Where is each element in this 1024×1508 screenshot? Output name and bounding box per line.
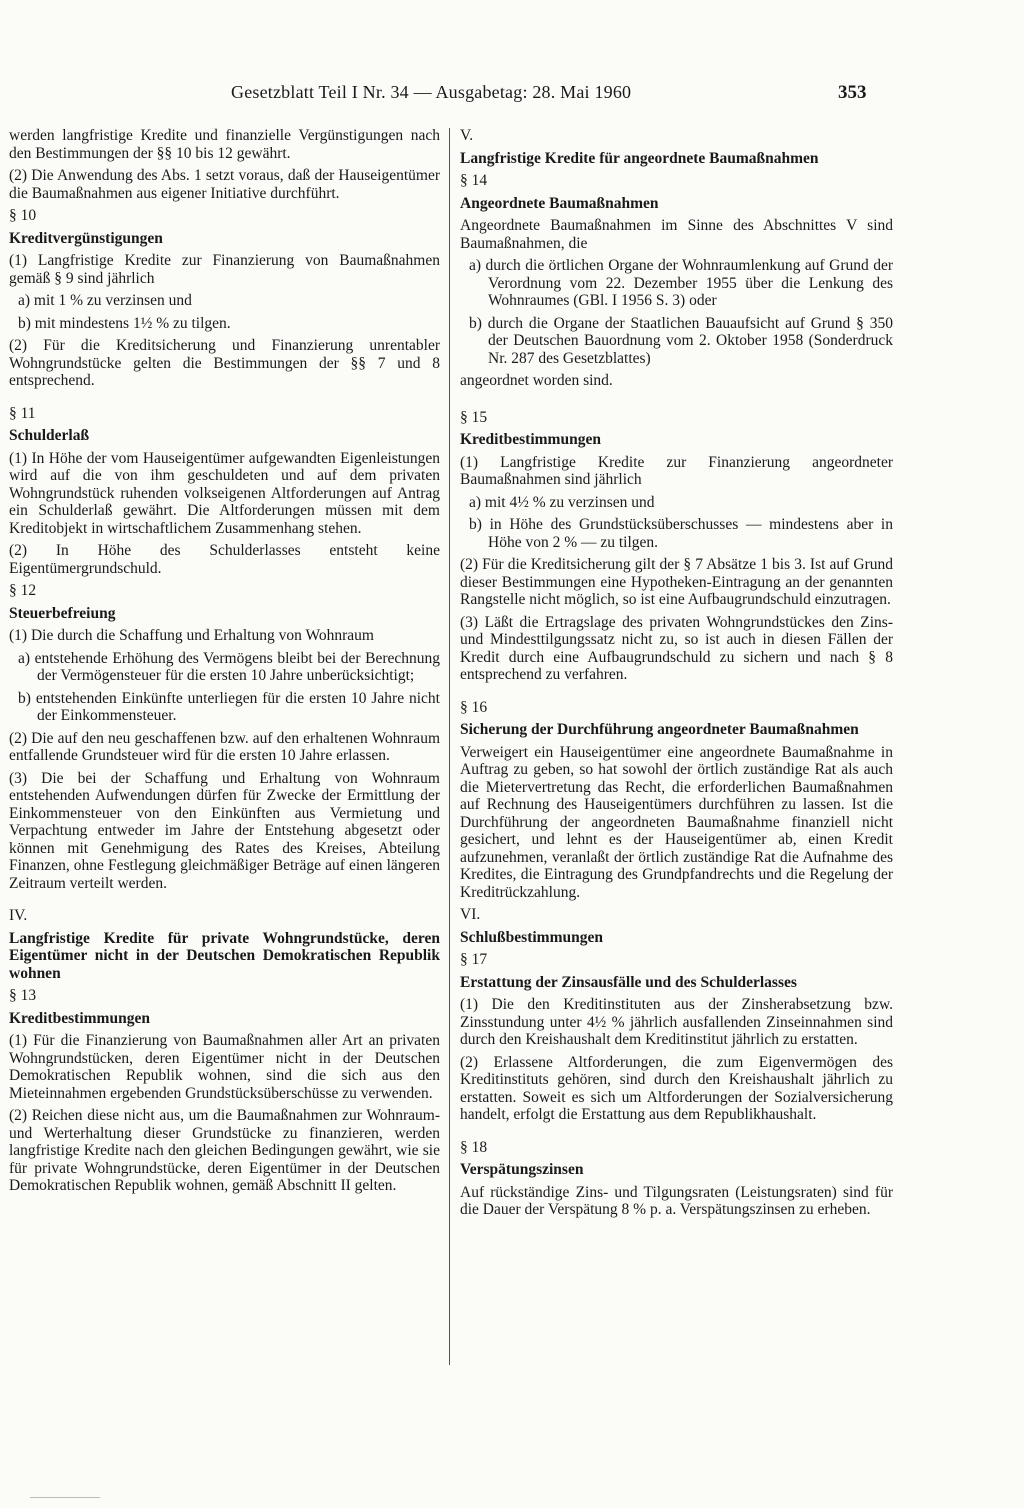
paragraph: (1) Die durch die Schaffung und Erhaltung von Wohnraum bbox=[9, 627, 374, 644]
paragraph: (1) Für die Finanzierung von Baumaßnahmen aller Art an privaten Wohngrundstücken, deren Eigentümer nicht in der Deutschen Demokratischen Republik wohnen, sind die sich aus den Mieteinnahmen ergebenden Grundstücksüberschüsse zu verwenden. bbox=[9, 1032, 440, 1102]
section-title: Steuerbefreiung bbox=[9, 604, 116, 622]
paragraph: (2) Für die Kreditsicherung gilt der § 7 Absätze 1 bis 3. Ist auf Grund dieser Bestimmungen eine Hypotheken-Eintragung an der genannten Rangstelle nicht möglich, so ist eine Aufbaugrundschuld einzutragen. bbox=[460, 556, 893, 608]
paragraph: (2) Reichen diese nicht aus, um die Baumaßnahmen zur Wohnraum- und Werterhaltung dieser Grundstücke zu finanzieren, werden langfristige Kredite nach den gleichen Bedingungen gewährt, wie sie für private Wohngrundstücke, deren Eigentümer in der Deutschen Demokratischen Republik wohnen, gemäß Abschnitt II gelten. bbox=[9, 1107, 440, 1194]
paragraph: angeordnet worden sind. bbox=[460, 372, 613, 389]
section-number: § 11 bbox=[9, 404, 36, 422]
part-number: V. bbox=[460, 127, 474, 144]
part-number: VI. bbox=[460, 906, 481, 923]
section-number: § 14 bbox=[460, 172, 488, 189]
paragraph: (2) Erlassene Altforderungen, die zum Eigenvermögen des Kreditinstituts gehören, sind durch den Kreishaushalt jährlich zu erstatten. Soweit es sich um Altforderungen der Sozialversicherung handelt, erfolgt die Erstattung aus dem Republikhaushalt. bbox=[460, 1053, 893, 1123]
section-number: § 10 bbox=[9, 207, 37, 224]
paragraph: werden langfristige Kredite und finanzielle Vergünstigungen nach den Bestimmungen der §§ 10 bis 12 gewährt. bbox=[9, 127, 440, 162]
list-item: a) durch die örtlichen Organe der Wohnraumlenkung auf Grund der Verordnung vom 22. Dezember 1955 über die Lenkung des Wohnraumes (GBl. I 1956 S. 3) oder bbox=[469, 257, 893, 309]
paragraph: (2) Die auf den neu geschaffenen bzw. auf den erhaltenen Wohnraum entfallende Grundsteuer wird für die ersten 10 Jahre erlassen. bbox=[9, 729, 440, 764]
section-number: § 18 bbox=[460, 1138, 488, 1156]
paragraph: (2) Für die Kreditsicherung und Finanzierung unrentabler Wohngrundstücke gelten die Bestimmungen der §§ 7 und 8 entsprechend. bbox=[9, 337, 440, 389]
paragraph: (2) Die Anwendung des Abs. 1 setzt voraus, daß der Hauseigentümer die Baumaßnahmen aus eigener Initiative durchführt. bbox=[9, 167, 440, 202]
paragraph: Auf rückständige Zins- und Tilgungsraten (Leistungsraten) sind für die Dauer der Verspätung 8 % p. a. Verspätungszinsen zu erheben. bbox=[460, 1183, 893, 1218]
list-item: a) mit 4½ % zu verzinsen und bbox=[469, 493, 655, 511]
section-title: Sicherung der Durchführung angeordneter Baumaßnahmen bbox=[460, 721, 859, 738]
paragraph: (2) In Höhe des Schulderlasses entsteht keine Eigentümergrundschuld. bbox=[9, 542, 440, 577]
header-title: Gesetzblatt Teil I Nr. 34 — Ausgabetag: 28. Mai 1960 bbox=[231, 82, 632, 102]
paragraph: (1) Die den Kreditinstituten aus der Zinsherabsetzung bzw. Zinsstundung unter 4½ % jährlich ausfallenden Zinseinnahmen sind durch den Kreishaushalt dem Kreditinstitut jährlich zu erstatten. bbox=[460, 996, 893, 1048]
section-number: § 12 bbox=[9, 582, 37, 599]
paragraph: Angeordnete Baumaßnahmen im Sinne des Abschnittes V sind Baumaßnahmen, die bbox=[460, 217, 893, 252]
footer-rule bbox=[30, 1497, 100, 1498]
part-title: Langfristige Kredite für private Wohngrundstücke, deren Eigentümer nicht in der Deutschen Demokratischen Republik wohnen bbox=[9, 929, 440, 982]
list-item: b) in Höhe des Grundstücksüberschusses — mindestens aber in Höhe von 2 % — zu tilgen. bbox=[469, 516, 893, 551]
paragraph: (3) Läßt die Ertragslage des privaten Wohngrundstückes den Zins- und Mindesttilgungssatz nicht zu, so ist auch in diesen Fällen der Kredit durch eine Aufbaugrundschuld zu sichern und nach § 8 entsprechend zu verfahren. bbox=[460, 613, 893, 683]
right-column bbox=[460, 127, 893, 1224]
section-title: Erstattung der Zinsausfälle und des Schulderlasses bbox=[460, 973, 797, 991]
paragraph: (1) In Höhe der vom Hauseigentümer aufgewandten Eigenleistungen wird auf die von ihm geschuldeten und auf dem privaten Wohngrundstück ruhenden volkseigenen Altforderungen auf Antrag ein Schulderlaß gewährt. Die Altforderungen müssen mit dem Kreditobjekt in wirtschaftlichem Zusammenhang stehen. bbox=[9, 449, 440, 537]
list-item: b) mit mindestens 1½ % zu tilgen. bbox=[18, 314, 231, 332]
paragraph: (1) Langfristige Kredite zur Finanzierung angeordneter Baumaßnahmen sind jährlich bbox=[460, 453, 893, 488]
section-number: § 13 bbox=[9, 987, 37, 1004]
section-title: Angeordnete Baumaßnahmen bbox=[460, 194, 659, 212]
list-item: b) entstehenden Einkünfte unterliegen für die ersten 10 Jahre nicht der Einkommensteuer. bbox=[18, 689, 440, 724]
page-number: 353 bbox=[838, 82, 867, 103]
column-divider bbox=[449, 128, 450, 1365]
part-number: IV. bbox=[9, 907, 28, 924]
section-title: Kreditbestimmungen bbox=[460, 431, 601, 448]
section-title: Kreditbestimmungen bbox=[9, 1009, 150, 1027]
list-item: a) mit 1 % zu verzinsen und bbox=[18, 292, 192, 309]
section-title: Kreditvergünstigungen bbox=[9, 229, 163, 247]
paragraph: (3) Die bei der Schaffung und Erhaltung von Wohnraum entstehenden Aufwendungen dürfen für Zwecke der Ermittlung der Einkommensteuer von den Einkünften aus Vermietung und Verpachtung entweder im Jahre der Entstehung abgesetzt oder können mit Genehmigung des Rates des Kreises, Abteilung Finanzen, ohne Festlegung gleichmäßiger Beträge auf einen längeren Zeitraum verteilt werden. bbox=[9, 769, 440, 892]
list-item: a) entstehende Erhöhung des Vermögens bleibt bei der Berechnung der Vermögensteuer für die ersten 10 Jahre unberücksichtigt; bbox=[18, 649, 440, 684]
paragraph: (1) Langfristige Kredite zur Finanzierung von Baumaßnahmen gemäß § 9 sind jährlich bbox=[9, 252, 440, 287]
part-title: Langfristige Kredite für angeordnete Baumaßnahmen bbox=[460, 149, 819, 167]
paragraph: Verweigert ein Hauseigentümer eine angeordnete Baumaßnahme in Auftrag zu geben, so hat sowohl der örtlich zuständige Rat als auch die Mietervertretung das Recht, die erforderlichen Baumaßnahmen auf Rechnung des Hauseigentümers durchführen zu lassen. Ist die Durchführung der angeordneten Baumaßnahme finanziell nicht gesichert, und lehnt es der Hauseigentümer ab, einen Kredit aufzunehmen, veranlaßt der örtlich zuständige Rat die Aufnahme des Kredites, die Eintragung des Grundpfandrechts und die Regelung der Kreditrückzahlung. bbox=[460, 743, 893, 901]
section-number: § 17 bbox=[460, 951, 488, 968]
part-title: Schlußbestimmungen bbox=[460, 928, 603, 946]
page-header bbox=[0, 84, 1024, 108]
section-number: § 15 bbox=[460, 408, 488, 426]
left-column bbox=[9, 127, 440, 1200]
section-title: Schulderlaß bbox=[9, 427, 90, 444]
list-item: b) durch die Organe der Staatlichen Bauaufsicht auf Grund § 350 der Deutschen Bauordnung vom 2. Oktober 1958 (Sonderdruck Nr. 287 des Gesetzblattes) bbox=[469, 314, 893, 367]
section-number: § 16 bbox=[460, 698, 488, 716]
section-title: Verspätungszinsen bbox=[460, 1161, 584, 1178]
